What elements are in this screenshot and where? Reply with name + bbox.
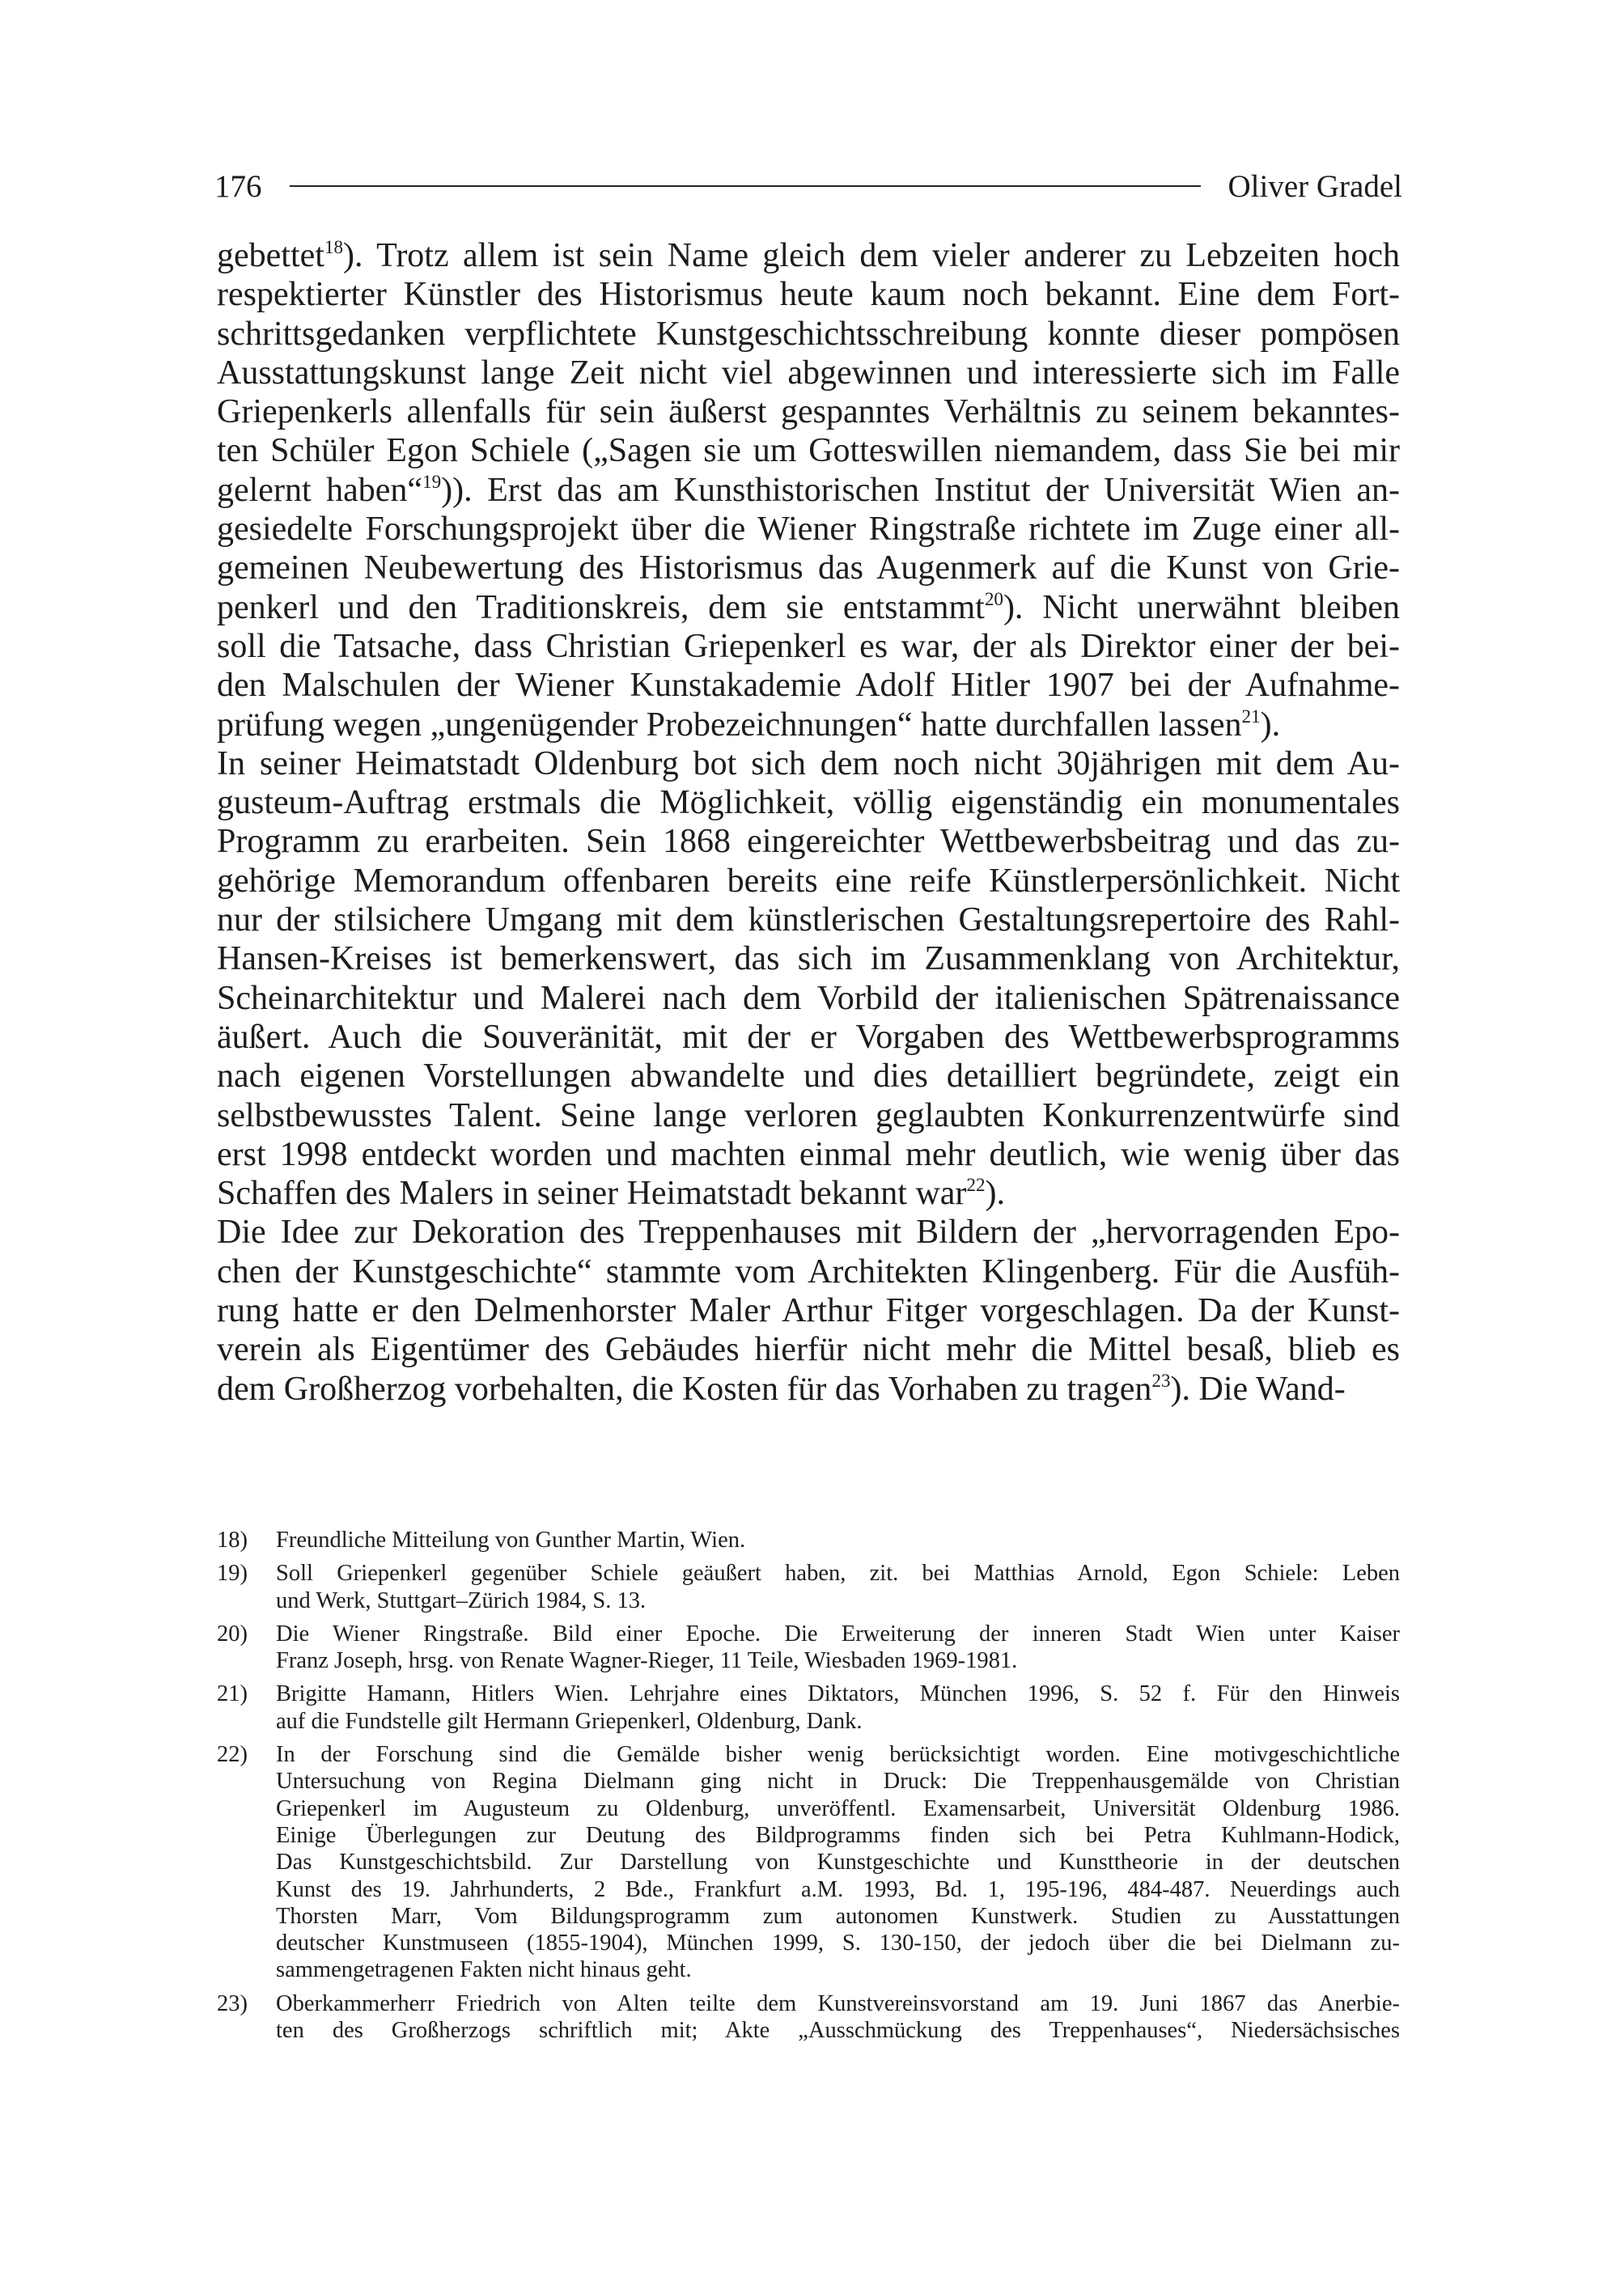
footnote-ref: 19 [422, 470, 442, 492]
text-line: Programm zu erarbeiten. Sein 1868 eingereichter Wettbewerbsbeitrag und das zu- [217, 823, 1400, 861]
footnote [217, 1990, 1400, 2045]
text-line: gemeinen Neubewertung des Historismus das Augenmerk auf die Kunst von Grie- [217, 549, 1400, 587]
text-line: nach eigenen Vorstellungen abwandelte und dies detailliert begründete, zeigt ein [217, 1057, 1400, 1096]
footnote-text [276, 1527, 1400, 1553]
footnote-line: Thorsten Marr, Vom Bildungsprogramm zum autonomen Kunstwerk. Studien zu Ausstattungen [276, 1903, 1400, 1929]
footnote-line: Einige Überlegungen zur Deutung des Bildprogramms finden sich bei Petra Kuhlmann-Hodick, [276, 1822, 1400, 1848]
text-line: Ausstattungskunst lange Zeit nicht viel abgewinnen und interessierte sich im Falle [217, 354, 1400, 392]
text-line: nur der stilsichere Umgang mit dem künstlerischen Gestaltungsrepertoire des Rahl- [217, 901, 1400, 939]
text-line: Hansen-Kreises ist bemerkenswert, das sich im Zusammenklang von Architektur, [217, 940, 1400, 978]
text-line: soll die Tatsache, dass Christian Griepenkerl es war, der als Direktor einer der bei- [217, 627, 1400, 665]
footnote-line: Griepenkerl im Augusteum zu Oldenburg, unveröffentl. Examensarbeit, Universität Oldenburg 1986. [276, 1795, 1400, 1821]
footnote-number: 20) [217, 1621, 248, 1647]
footnote-text [276, 1560, 1400, 1614]
text-line: dem Großherzog vorbehalten, die Kosten für das Vorhaben zu tragen$^{23}$). Die Wand- [217, 1369, 1346, 1408]
footnote-line: und Werk, Stuttgart–Zürich 1984, S. 13. [276, 1587, 647, 1613]
footnote-number: 23) [217, 1990, 248, 2016]
footnote-number: 21) [217, 1681, 248, 1707]
page-number: 176 [214, 168, 262, 204]
footnote-text [276, 1621, 1400, 1675]
text-line: penkerl und den Traditionskreis, dem sie entstammt$^{20}$). Nicht unerwähnt bleiben [217, 587, 1401, 626]
footnote-ref: 18 [324, 235, 344, 257]
running-head-author: Oliver Gradel [1228, 168, 1402, 204]
text-line: ten Schüler Egon Schiele („Sagen sie um Gotteswillen niemandem, dass Sie bei mir [217, 432, 1400, 470]
text-line: gehörige Memorandum offenbaren bereits eine reife Künstlerpersönlichkeit. Nicht [217, 862, 1400, 900]
footnote-number: 18) [217, 1528, 248, 1553]
footnote-text [276, 1990, 1400, 2045]
footnotes [217, 1527, 1400, 2050]
main-text [217, 236, 1400, 1409]
text-line: In seiner Heimatstadt Oldenburg bot sich dem noch nicht 30jährigen mit dem Au- [217, 744, 1400, 782]
footnote-line: auf die Fundstelle gilt Hermann Griepenkerl, Oldenburg, Dank. [276, 1708, 863, 1734]
text-line: Scheinarchitektur und Malerei nach dem Vorbild der italienischen Spätrenaissance [217, 979, 1400, 1017]
footnote-line: Untersuchung von Regina Dielmann ging nicht in Druck: Die Treppenhausgemälde von Christian [276, 1769, 1400, 1795]
text-line: den Malschulen der Wiener Kunstakademie Adolf Hitler 1907 bei der Aufnahme- [217, 667, 1400, 705]
text-line: Die Idee zur Dekoration des Treppenhauses mit Bildern der „hervorragenden Epo- [217, 1214, 1400, 1252]
text-line: gesiedelte Forschungsprojekt über die Wiener Ringstraße richtete im Zuge einer all- [217, 511, 1400, 549]
footnote-ref: 23 [1151, 1369, 1171, 1391]
footnote-ref: 22 [966, 1173, 986, 1195]
text-line: erst 1998 entdeckt worden und machten einmal mehr deutlich, wie wenig über das [217, 1135, 1400, 1173]
footnote-text [276, 1741, 1400, 1984]
text-line: selbstbewusstes Talent. Seine lange verloren geglaubten Konkurrenzentwürfe sind [217, 1096, 1400, 1134]
text-line: verein als Eigentümer des Gebäudes hierfür nicht mehr die Mittel besaß, blieb es [217, 1331, 1400, 1369]
text-line: chen der Kunstgeschichte“ stammte vom Architekten Klingenberg. Für die Ausfüh- [217, 1252, 1400, 1291]
footnote-line: In der Forschung sind die Gemälde bisher wenig berücksichtigt worden. Eine motivgeschichtliche [276, 1742, 1400, 1768]
footnote-number: 19) [217, 1561, 248, 1587]
footnote-line: Das Kunstgeschichtsbild. Zur Darstellung von Kunstgeschichte und Kunsttheorie in der deutschen [276, 1850, 1400, 1876]
footnote [217, 1560, 1400, 1614]
footnote-line: Kunst des 19. Jahrhunderts, 2 Bde., Frankfurt a.M. 1993, Bd. 1, 195-196, 484-487. Neuerdings auch [276, 1876, 1400, 1902]
footnote-line: Oberkammerherr Friedrich von Alten teilte dem Kunstvereinsvorstand am 19. Juni 1867 das Anerbie- [276, 1990, 1400, 2016]
footnote-number: 22) [217, 1742, 248, 1768]
footnote-line: deutscher Kunstmuseen (1855-1904), München 1999, S. 130-150, der jedoch über die bei Dielmann zu- [276, 1931, 1400, 1956]
text-line: äußert. Auch die Souveränität, mit der er Vorgaben des Wettbewerbsprogramms [217, 1018, 1400, 1056]
footnote-text [276, 1681, 1400, 1735]
header-rule [290, 185, 1201, 187]
footnote [217, 1527, 1400, 1553]
footnote-line: Brigitte Hamann, Hitlers Wien. Lehrjahre eines Diktators, München 1996, S. 52 f. Für den Hinweis [276, 1681, 1400, 1707]
text-line: gebettet$^{18}$). Trotz allem ist sein Name gleich dem vieler anderer zu Lebzeiten hoch [217, 235, 1400, 274]
text-line: rung hatte er den Delmenhorster Maler Arthur Fitger vorgeschlagen. Da der Kunst- [217, 1292, 1400, 1330]
footnote-line: sammengetragenen Fakten nicht hinaus geht. [276, 1957, 692, 1983]
running-header [214, 166, 1402, 206]
text-line: gusteum-Auftrag erstmals die Möglichkeit, völlig eigenständig ein monumentales [217, 784, 1400, 822]
footnote-line: Franz Joseph, hrsg. von Renate Wagner-Rieger, 11 Teile, Wiesbaden 1969-1981. [276, 1648, 1018, 1674]
footnote-line: Die Wiener Ringstraße. Bild einer Epoche. Die Erweiterung der inneren Stadt Wien unter Kaiser [276, 1621, 1400, 1647]
footnote-line: ten des Großherzogs schriftlich mit; Akte „Ausschmückung des Treppenhauses“, Niedersächsisches [276, 2018, 1400, 2044]
text-line: prüfung wegen „ungenügender Probezeichnungen“ hatte durchfallen lassen$^{21}$). [217, 705, 1281, 744]
footnote [217, 1741, 1400, 1984]
text-line: gelernt haben“$^{19}$)). Erst das am Kunsthistorischen Institut der Universität Wien an- [217, 470, 1400, 509]
text-line: Griepenkerls allenfalls für sein äußerst gespanntes Verhältnis zu seinem bekanntes- [217, 393, 1400, 431]
footnote-line: Soll Griepenkerl gegenüber Schiele geäußert haben, zit. bei Matthias Arnold, Egon Schiele: Leben [276, 1561, 1400, 1587]
text-line: respektierter Künstler des Historismus heute kaum noch bekannt. Eine dem Fort- [217, 276, 1400, 314]
footnote-line: Freundliche Mitteilung von Gunther Martin, Wien. [276, 1528, 746, 1553]
footnote [217, 1621, 1400, 1675]
footnote-ref: 20 [984, 587, 1003, 609]
footnote-ref: 21 [1241, 705, 1261, 727]
text-line: Schaffen des Malers in seiner Heimatstadt bekannt war$^{22}$). [217, 1173, 1006, 1213]
footnote [217, 1681, 1400, 1735]
text-line: schrittsgedanken verpflichtete Kunstgeschichtsschreibung konnte dieser pompösen [217, 315, 1400, 353]
